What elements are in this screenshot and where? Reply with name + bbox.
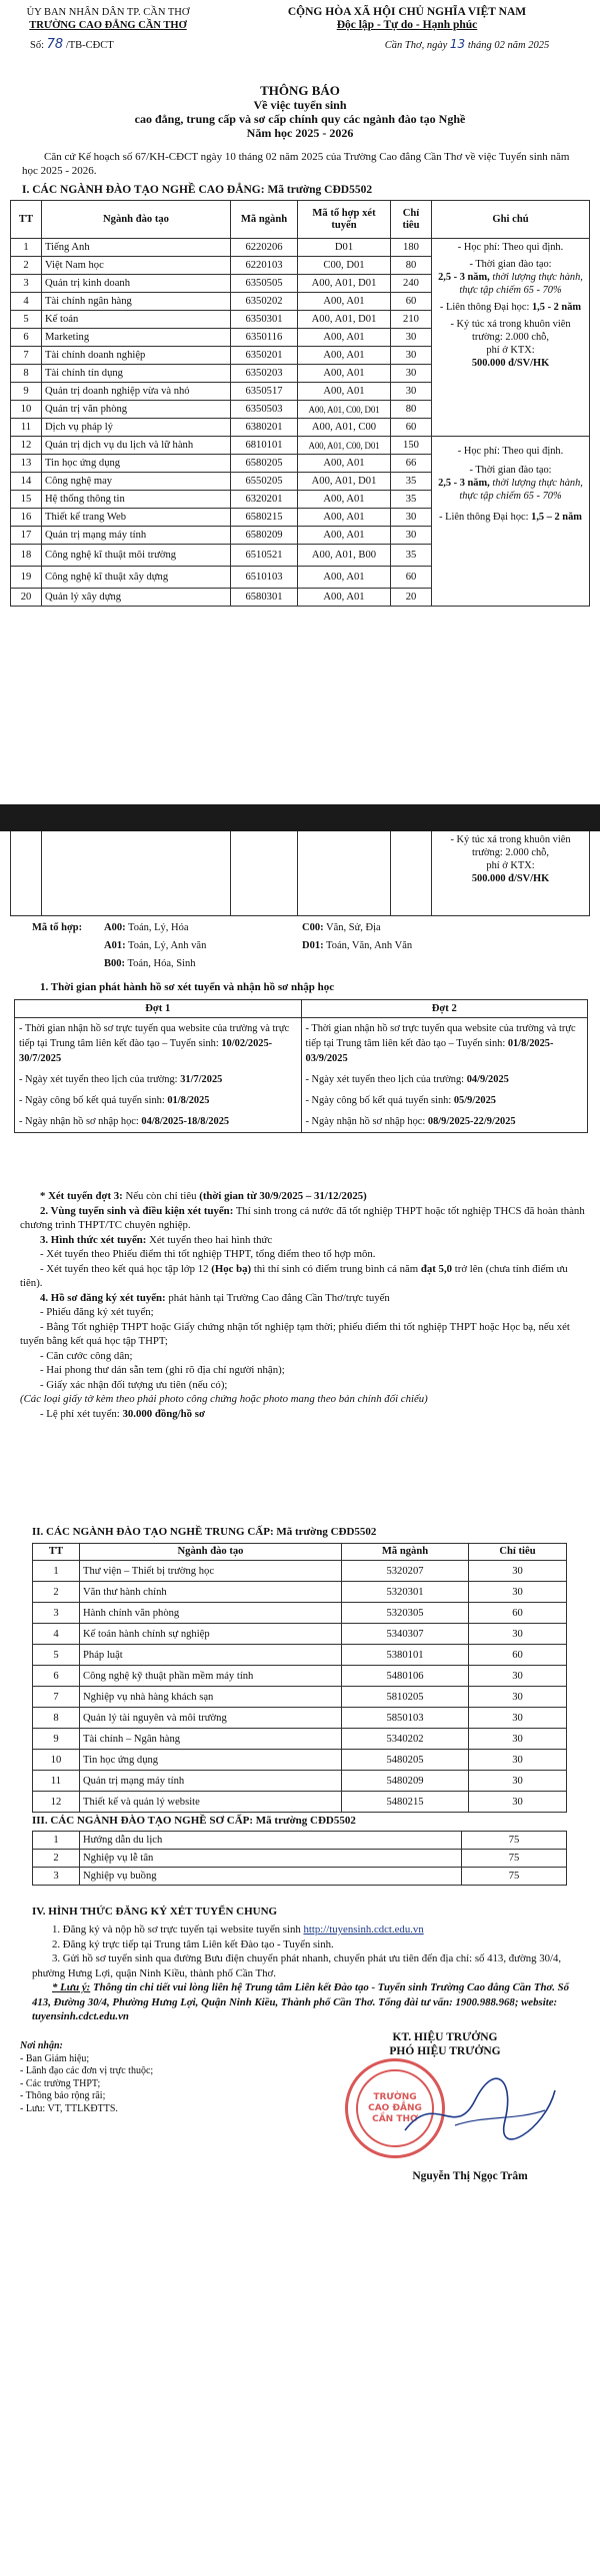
row-quota: 30 (469, 1708, 567, 1729)
row-code: 6220103 (231, 257, 298, 275)
handwritten-number: 78 (46, 37, 64, 52)
row-major: Nghiệp vụ lễ tân (80, 1850, 462, 1868)
row-major: Nghiệp vụ buồng (80, 1868, 462, 1886)
kt-title: KT. HIỆU TRƯỞNG (392, 2031, 498, 2043)
row-quota: 60 (391, 567, 432, 589)
notes-college-group-1: - Học phí: Theo qui định. - Thời gian đào tạo: 2,5 - 3 năm, thời lượng thực hành, thực tập chiếm 65 - 70% - Liên thông Đại học: 1,5 - 2 năm - Ký túc xá trong khuôn viên trường: 2.000 chỗ, phí ở KTX: 500.000 đ/SV/HK (432, 239, 590, 437)
row-quota: 75 (462, 1850, 567, 1868)
row-tt: 20 (11, 589, 42, 607)
table-row (11, 437, 590, 455)
row-tt: 11 (33, 1771, 80, 1792)
issuer-authority: ỦY BAN NHÂN DÂN TP. CẦN THƠ (26, 7, 190, 18)
reg-online: 1. Đăng ký và nộp hồ sơ trực tuyến tại website tuyển sinh http://tuyensinh.cdct.edu.vn (52, 1924, 424, 1935)
row-code: 6510521 (231, 545, 298, 567)
row-combo: A00, A01, C00, D01 (298, 401, 391, 419)
website-link[interactable]: http://tuyensinh.cdct.edu.vn (303, 1924, 424, 1935)
admission-info (20, 1189, 585, 1421)
row-major: Thư viện – Thiết bị trường học (80, 1561, 342, 1582)
row-tt: 1 (33, 1561, 80, 1582)
row-tt: 3 (11, 275, 42, 293)
row-code: 6510103 (231, 567, 298, 589)
row-major: Quản trị dịch vụ du lịch và lữ hành (42, 437, 231, 455)
row-major: Quản lý xây dựng (42, 589, 231, 607)
row-major: Tin học ứng dụng (42, 455, 231, 473)
row-quota: 75 (462, 1832, 567, 1850)
row-code: 5850103 (342, 1708, 469, 1729)
row-tt: 1 (11, 239, 42, 257)
row-tt: 5 (11, 311, 42, 329)
row-code: 6580205 (231, 455, 298, 473)
dossier-item: - Giấy xác nhận đối tượng ưu tiên (nếu có); (40, 1378, 228, 1391)
row-quota: 30 (469, 1771, 567, 1792)
row-tt: 12 (11, 437, 42, 455)
signature-block (330, 2030, 560, 2058)
document-title: THÔNG BÁO (260, 83, 340, 98)
row-major: Việt Nam học (42, 257, 231, 275)
school-year: Năm học 2025 - 2026 (246, 126, 354, 140)
combo-a01: A01: Toán, Lý, Anh văn (104, 940, 207, 951)
row-tt: 18 (11, 545, 42, 567)
row-tt: 2 (33, 1582, 80, 1603)
row-combo: A00, A01, C00, D01 (298, 437, 391, 455)
row-quota: 60 (469, 1603, 567, 1624)
row-quota: 150 (391, 437, 432, 455)
row-code: 6580209 (231, 527, 298, 545)
row-tt: 10 (33, 1750, 80, 1771)
row-quota: 210 (391, 311, 432, 329)
row-tt: 2 (33, 1850, 80, 1868)
handwritten-day: 13 (449, 37, 466, 51)
row-quota: 80 (391, 257, 432, 275)
row-quota: 30 (391, 509, 432, 527)
row-major: Công nghệ may (42, 473, 231, 491)
row-quota: 240 (391, 275, 432, 293)
table-row (33, 1868, 567, 1886)
row-code: 6550205 (231, 473, 298, 491)
official-stamp: TRƯỜNG CAO ĐẲNG CẦN THƠ (345, 2058, 445, 2158)
row-quota: 30 (469, 1729, 567, 1750)
table-row (11, 239, 590, 257)
row-major: Tài chính – Ngân hàng (80, 1729, 342, 1750)
row-tt: 8 (11, 365, 42, 383)
table-row (33, 1666, 567, 1687)
row-tt: 9 (11, 383, 42, 401)
row-major: Dịch vụ pháp lý (42, 419, 231, 437)
row-major: Kế toán hành chính sự nghiệp (80, 1624, 342, 1645)
row-major: Công nghệ kĩ thuật xây dựng (42, 567, 231, 589)
row-combo: D01 (298, 239, 391, 257)
row-quota: 20 (391, 589, 432, 607)
row-major: Quản trị doanh nghiệp vừa và nhỏ (42, 383, 231, 401)
row-code: 6320201 (231, 491, 298, 509)
round2-details: - Thời gian nhận hồ sơ trực tuyến qua website của trường và trực tiếp tại Trung tâm liên kết đào tạo – Tuyển sinh: 01/8/2025-03/9/2025 - Ngày xét tuyển theo lịch của trường: 04/9/2025 - Ngày công bố kết quả tuyển sinh: 05/9/2025 - Ngày nhận hồ sơ nhập học: 08/9/2025-22/9/2025 (301, 1018, 588, 1133)
subject-combinations: Mã tổ hợp: A00: Toán, Lý, Hóa C00: Văn, Sử, Địa A01: Toán, Lý, Anh văn D01: Toán, Văn, Anh Văn B00: Toán, Hóa, Sinh (32, 922, 413, 969)
dossier-item: - Bằng Tốt nghiệp THPT hoặc Giấy chứng nhận tốt nghiệp tạm thời; phiếu điểm thi tốt nghiệp THPT hoặc Học bạ, nếu xét tuyển bằng kết quả học tập THPT; (20, 1320, 570, 1347)
row-tt: 4 (33, 1624, 80, 1645)
row-major: Tài chính ngân hàng (42, 293, 231, 311)
row-major: Thiết kế và quản lý website (80, 1792, 342, 1813)
row-quota: 180 (391, 239, 432, 257)
table-row (33, 1561, 567, 1582)
issuer-school: TRƯỜNG CAO ĐẲNG CẦN THƠ (29, 20, 187, 31)
reg-direct: 2. Đăng ký trực tiếp tại Trung tâm Liên kết Đào tạo - Tuyển sinh. (52, 1937, 334, 1950)
section-1-title: 1. Thời gian phát hành hồ sơ xét tuyển và nhận hồ sơ nhập học (40, 981, 335, 993)
row-major: Quản trị mạng máy tính (42, 527, 231, 545)
row-combo: A00, A01 (298, 455, 391, 473)
row-combo: A00, A01 (298, 293, 391, 311)
row-quota: 30 (391, 365, 432, 383)
table-row (33, 1850, 567, 1868)
row-tt: 10 (11, 401, 42, 419)
table-row (33, 1624, 567, 1645)
signer-name: Nguyễn Thị Ngọc Trâm (412, 2170, 528, 2182)
row-major: Thiết kế trang Web (42, 509, 231, 527)
dossier-item: - Hai phong thư dán sẵn tem (ghi rõ địa chỉ người nhận); (40, 1364, 285, 1376)
section1-title: I. CÁC NGÀNH ĐÀO TẠO NGHỀ CAO ĐẲNG: Mã trường CĐD5502 (22, 184, 373, 196)
row-tt: 7 (11, 347, 42, 365)
notes-college-group-2: - Học phí: Theo qui định. - Thời gian đào tạo: 2,5 - 3 năm, thời lượng thực hành, thực tập chiếm 65 - 70% - Liên thông Đại học: 1,5 – 2 năm (432, 437, 590, 607)
row-quota: 60 (391, 419, 432, 437)
row-code: 5340307 (342, 1624, 469, 1645)
row-major: Hành chính văn phòng (80, 1603, 342, 1624)
row-code: 6380201 (231, 419, 298, 437)
row-quota: 35 (391, 491, 432, 509)
row-quota: 80 (391, 401, 432, 419)
round3-note: * Xét tuyển đợt 3: Nếu còn chỉ tiêu (thời gian từ 30/9/2025 – 31/12/2025) (40, 1190, 367, 1202)
row-code: 5480106 (342, 1666, 469, 1687)
section4-title: IV. HÌNH THỨC ĐĂNG KÝ XÉT TUYỂN CHUNG (32, 1906, 278, 1918)
table-row (33, 1729, 567, 1750)
row-quota: 30 (469, 1624, 567, 1645)
document-title-block (0, 84, 600, 140)
row-code: 6580301 (231, 589, 298, 607)
row-tt: 4 (11, 293, 42, 311)
row-quota: 30 (391, 347, 432, 365)
document-subtitle-2: cao đẳng, trung cấp và sơ cấp chính quy các ngành đào tạo Nghề (134, 112, 466, 126)
table-row (33, 1750, 567, 1771)
row-quota: 30 (469, 1750, 567, 1771)
dossier-title: 4. Hồ sơ đăng ký xét tuyển: phát hành tại Trường Cao đẳng Cần Thơ/trực tuyến (40, 1291, 390, 1304)
row-major: Tin học ứng dụng (80, 1750, 342, 1771)
row-tt: 15 (11, 491, 42, 509)
combo-c00: C00: Văn, Sử, Địa (302, 922, 381, 933)
row-combo: A00, A01, D01 (298, 473, 391, 491)
combo-d01: D01: Toán, Văn, Anh Văn (302, 940, 413, 951)
row-major: Văn thư hành chính (80, 1582, 342, 1603)
combo-a00: A00: Toán, Lý, Hóa (104, 922, 189, 933)
row-code: 5810205 (342, 1687, 469, 1708)
row-quota: 60 (391, 293, 432, 311)
region-conditions: 2. Vùng tuyển sinh và điều kiện xét tuyển: Thí sinh trong cả nước đã tốt nghiệp THPT hoặc tốt nghiệp THCS đã hoàn thành chương trình THPT/TC chuyên nghiệp. (20, 1204, 585, 1231)
method-b: - Xét tuyển theo kết quả học tập lớp 12 (Học bạ) thì thí sinh có điểm trung bình cả năm đạt 5,0 trở lên (chưa tính điểm ưu tiên). (20, 1262, 568, 1289)
row-code: 6350301 (231, 311, 298, 329)
row-tt: 12 (33, 1792, 80, 1813)
round2-header: Đợt 2 (301, 1000, 588, 1018)
row-major: Công nghệ kỹ thuật phần mềm máy tính (80, 1666, 342, 1687)
row-tt: 14 (11, 473, 42, 491)
row-major: Công nghệ kĩ thuật môi trường (42, 545, 231, 567)
row-tt: 6 (33, 1666, 80, 1687)
table-row (33, 1832, 567, 1850)
row-tt: 8 (33, 1708, 80, 1729)
dormitory-note: - Ký túc xá trong khuôn viên trường: 2.000 chỗ, phí ở KTX: 500.000 đ/SV/HK (432, 831, 590, 915)
row-quota: 35 (391, 545, 432, 567)
row-combo: A00, A01, D01 (298, 275, 391, 293)
row-code: 5480215 (342, 1792, 469, 1813)
row-code: 5480205 (342, 1750, 469, 1771)
row-code: 6350202 (231, 293, 298, 311)
row-tt: 17 (11, 527, 42, 545)
col-header-code: Mã ngành (231, 201, 298, 239)
combo-b00: B00: Toán, Hóa, Sinh (104, 958, 196, 969)
col-header-major: Ngành đào tạo (42, 201, 231, 239)
row-combo: A00, A01 (298, 347, 391, 365)
row-major: Hệ thống thông tin (42, 491, 231, 509)
row-quota: 30 (469, 1687, 567, 1708)
round1-details: - Thời gian nhận hồ sơ trực tuyến qua website của trường và trực tiếp tại Trung tâm liên kết đào tạo – Tuyển sinh: 10/02/2025-30/7/2025 - Ngày xét tuyển theo lịch của trường: 31/7/2025 - Ngày công bố kết quả tuyển sinh: 01/8/2025 - Ngày nhận hồ sơ nhập học: 04/8/2025-18/8/2025 (15, 1018, 302, 1133)
row-combo: A00, A01, D01 (298, 311, 391, 329)
recipients-block: Nơi nhận: - Ban Giám hiệu; - Lãnh đạo các đơn vị trực thuộc; - Các trường THPT; - Thông báo rộng rãi; - Lưu: VT, TTLKĐTTS. (20, 2040, 154, 2114)
row-code: 5320301 (342, 1582, 469, 1603)
row-tt: 1 (33, 1832, 80, 1850)
row-quota: 75 (462, 1868, 567, 1886)
table-row (33, 1603, 567, 1624)
row-quota: 30 (469, 1582, 567, 1603)
round1-header: Đợt 1 (15, 1000, 302, 1018)
row-combo: A00, A01 (298, 365, 391, 383)
elementary-majors-table (32, 1831, 567, 1886)
reg-post: 3. Gửi hồ sơ tuyển sinh qua đường Bưu điện chuyển phát nhanh, chuyển phát ưu tiên đến địa chỉ: số 413, đường 30/4, phường Hưng Lợi, quận Ninh Kiều, thành phố Cần Thơ. (32, 1952, 562, 1979)
document-subtitle: Về việc tuyển sinh (253, 98, 347, 112)
col-header-quota: Chỉ tiêu (391, 201, 432, 239)
row-tt: 2 (11, 257, 42, 275)
row-tt: 6 (11, 329, 42, 347)
college-majors-table (10, 200, 590, 607)
table-row (33, 1582, 567, 1603)
document-number: Số: 78 /TB-CĐCT (30, 37, 114, 52)
row-code: 5380101 (342, 1645, 469, 1666)
row-combo: A00, A01 (298, 329, 391, 347)
row-code: 6350517 (231, 383, 298, 401)
row-major: Quản trị kinh doanh (42, 275, 231, 293)
table-row (33, 1687, 567, 1708)
row-quota: 30 (469, 1666, 567, 1687)
row-code: 6350203 (231, 365, 298, 383)
application-fee: - Lệ phí xét tuyển: 30.000 đồng/hồ sơ (40, 1407, 205, 1420)
row-tt: 19 (11, 567, 42, 589)
dossier-item: - Căn cước công dân; (40, 1349, 133, 1362)
row-major: Kế toán (42, 311, 231, 329)
row-major: Pháp luật (80, 1645, 342, 1666)
method-a: - Xét tuyển theo Phiếu điểm thi tốt nghiệp THPT, tổng điểm theo tổ hợp môn. (40, 1248, 376, 1260)
contact-note: * Lưu ý: Thông tin chi tiết vui lòng liên hệ Trung tâm Liên kết Đào tạo - Tuyển sinh Trường Cao đẳng Cần Thơ. Số 413, Đường 30/4, Phường Hưng Lợi, Quận Ninh Kiều, Thành phố Cần Thơ. Tổng đài tư vấn: 1900.988.968; website: tuyensinh.cdct.edu.vn (32, 1981, 570, 2022)
page-separator (0, 804, 600, 831)
row-code: 6350503 (231, 401, 298, 419)
intro-paragraph: Căn cứ Kế hoạch số 67/KH-CĐCT ngày 10 tháng 02 năm 2025 của Trường Cao đẳng Cần Thơ về việc Tuyển sinh năm học 2025 - 2026. (22, 151, 570, 177)
section3-title: III. CÁC NGÀNH ĐÀO TẠO NGHỀ SƠ CẤP: Mã trường CĐD5502 (32, 1815, 356, 1827)
row-major: Quản lý tài nguyên và môi trường (80, 1708, 342, 1729)
section2-title: II. CÁC NGÀNH ĐÀO TẠO NGHỀ TRUNG CẤP: Mã trường CĐD5502 (32, 1526, 377, 1538)
row-code: 5480209 (342, 1771, 469, 1792)
national-motto: Độc lập - Tự do - Hạnh phúc (336, 19, 478, 31)
row-quota: 30 (391, 527, 432, 545)
row-code: 6350505 (231, 275, 298, 293)
row-major: Quản trị mạng máy tính (80, 1771, 342, 1792)
table-row (33, 1645, 567, 1666)
row-code: 6220206 (231, 239, 298, 257)
row-quota: 30 (469, 1561, 567, 1582)
row-tt: 9 (33, 1729, 80, 1750)
row-combo: A00, A01 (298, 383, 391, 401)
row-tt: 16 (11, 509, 42, 527)
row-quota: 30 (391, 383, 432, 401)
row-major: Tài chính doanh nghiệp (42, 347, 231, 365)
row-code: 5320305 (342, 1603, 469, 1624)
row-tt: 5 (33, 1645, 80, 1666)
issuer-block (8, 6, 208, 52)
signer-role: PHÓ HIỆU TRƯỞNG (389, 2045, 501, 2057)
row-quota: 66 (391, 455, 432, 473)
row-tt: 7 (33, 1687, 80, 1708)
row-major: Tài chính tín dụng (42, 365, 231, 383)
row-quota: 60 (469, 1645, 567, 1666)
row-quota: 30 (469, 1792, 567, 1813)
row-combo: A00, A01, C00 (298, 419, 391, 437)
row-combo: A00, A01 (298, 491, 391, 509)
admission-method: 3. Hình thức xét tuyển: Xét tuyển theo hai hình thức (40, 1233, 273, 1246)
row-major: Hướng dẫn du lịch (80, 1832, 462, 1850)
row-combo: A00, A01 (298, 567, 391, 589)
registration-methods (32, 1923, 572, 2024)
row-code: 6350201 (231, 347, 298, 365)
table-row (33, 1771, 567, 1792)
row-tt: 11 (11, 419, 42, 437)
row-code: 6350116 (231, 329, 298, 347)
document-page-2 (0, 831, 600, 2576)
row-code: 5320207 (342, 1561, 469, 1582)
row-combo: A00, A01, B00 (298, 545, 391, 567)
row-major: Nghiệp vụ nhà hàng khách sạn (80, 1687, 342, 1708)
row-combo: A00, A01 (298, 509, 391, 527)
row-code: 5340202 (342, 1729, 469, 1750)
intermediate-majors-table: TT Ngành đào tạo Mã ngành Chỉ tiêu 1 Thư viện – Thiết bị trường học 5320207 30 2 Văn thư hành chính 5320301 30 3 Hành chính văn phòng 5320305 60 4 Kế toán hành chính sự nghiệp 5340307 30 5 Pháp luật 5380101 60 6 Công nghệ kỹ thuật phần mềm máy tính 5480106 30 7 Nghiệp vụ nhà hàng khách sạn 5810205 30 8 Quản lý tài nguyên và môi trường 5850103 30 9 Tài chính – Ngân hàng 5340202 30 10 Tin học ứng dụng 5480205 30 11 Quản trị mạng máy tính 5480209 30 12 Thiết kế và quản lý website 5480215 30 (32, 1543, 567, 1813)
row-tt: 3 (33, 1868, 80, 1886)
handwritten-signature (395, 2070, 565, 2150)
row-tt: 3 (33, 1603, 80, 1624)
document-date: Cần Thơ, ngày 13 tháng 02 năm 2025 (384, 37, 550, 51)
row-tt: 13 (11, 455, 42, 473)
row-major: Tiếng Anh (42, 239, 231, 257)
college-table-continued (10, 831, 590, 916)
row-code: 6810101 (231, 437, 298, 455)
row-quota: 35 (391, 473, 432, 491)
dossier-item: - Phiếu đăng ký xét tuyển; (40, 1306, 154, 1318)
document-page-1 (0, 0, 600, 804)
row-combo: C00, D01 (298, 257, 391, 275)
row-combo: A00, A01 (298, 589, 391, 607)
row-quota: 30 (391, 329, 432, 347)
col-header-combo: Mã tổ hợp xét tuyển (298, 201, 391, 239)
row-major: Quản trị văn phòng (42, 401, 231, 419)
row-combo: A00, A01 (298, 527, 391, 545)
dossier-note: (Các loại giấy tờ kèm theo phải photo công chứng hoặc photo mang theo bản chính đối chiếu) (20, 1393, 428, 1405)
row-code: 6580215 (231, 509, 298, 527)
table-row (33, 1792, 567, 1813)
col-header-tt: TT (11, 201, 42, 239)
national-header (222, 6, 592, 52)
nation-name: CỘNG HÒA XÃ HỘI CHỦ NGHĨA VIỆT NAM (287, 6, 527, 18)
admission-rounds-table (14, 999, 588, 1133)
table-row (33, 1708, 567, 1729)
row-major: Marketing (42, 329, 231, 347)
col-header-notes: Ghi chú (432, 201, 590, 239)
